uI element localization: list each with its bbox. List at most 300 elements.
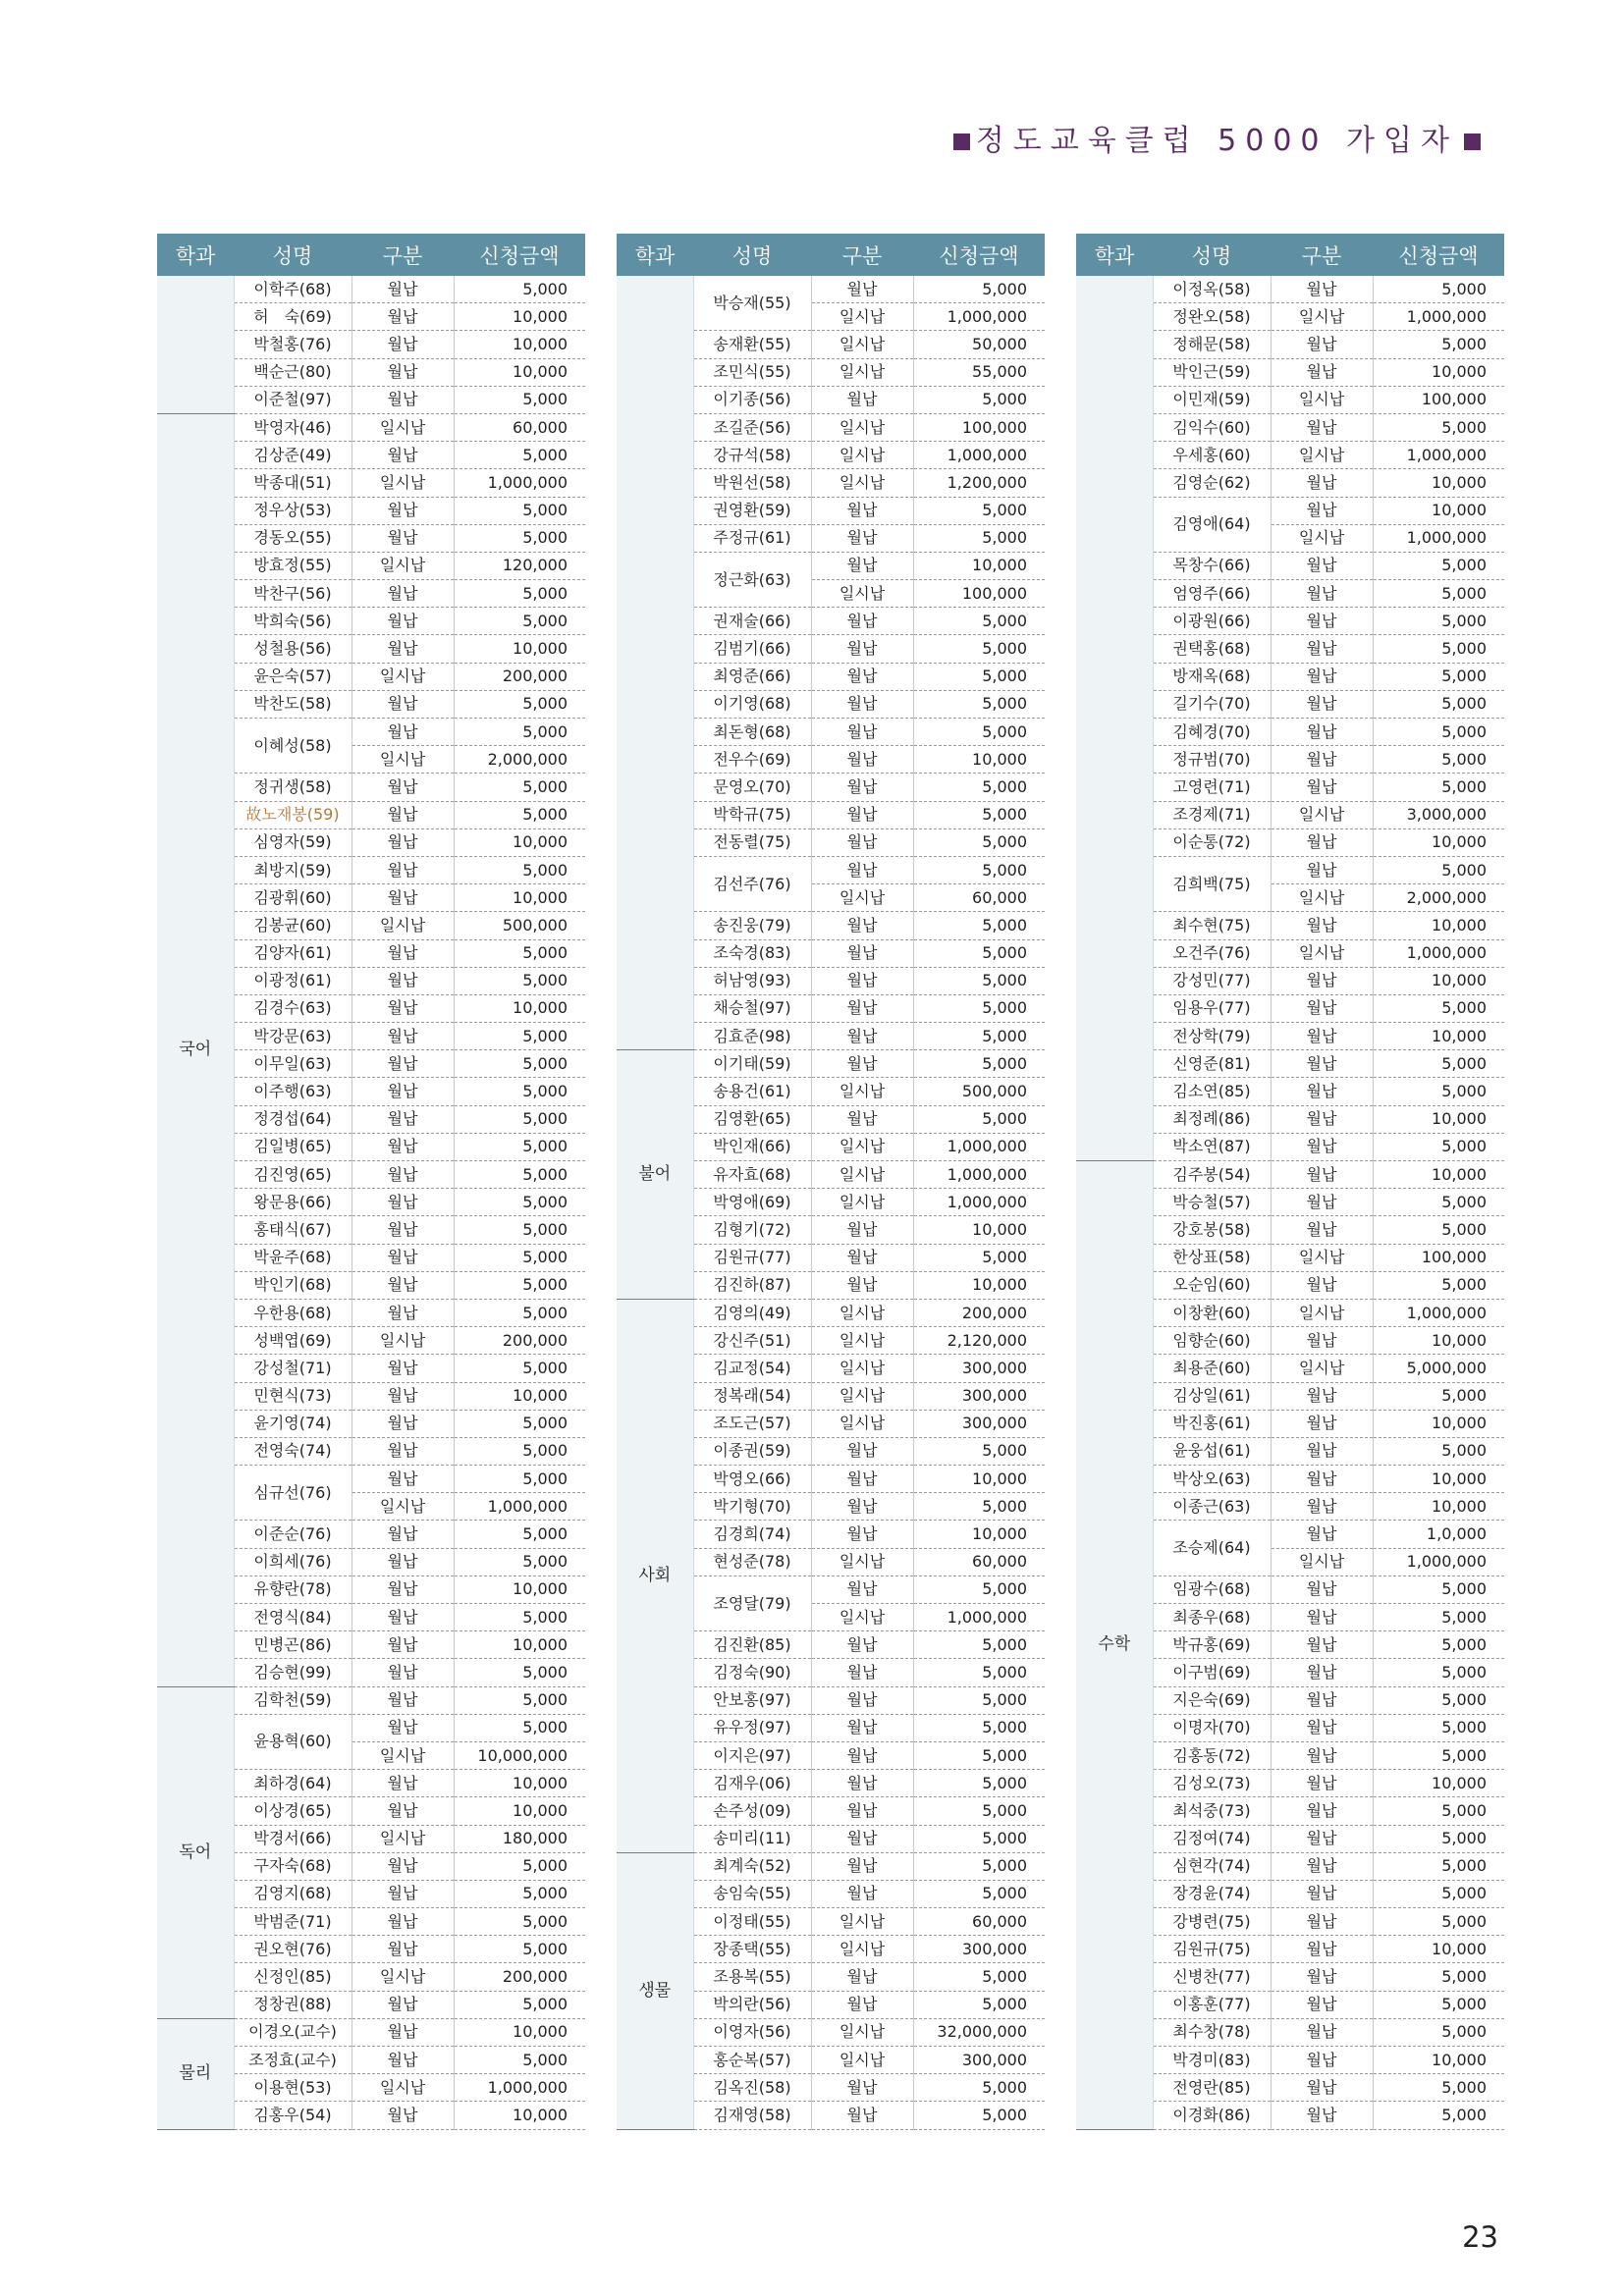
dept-cell: 불어 [617,1050,693,1300]
amount-cell: 5,000 [913,1714,1045,1741]
amount-cell: 5,000 [1373,1382,1504,1410]
type-cell: 월납 [811,1437,913,1465]
type-cell: 월납 [811,497,913,524]
amount-cell: 5,000 [454,1714,585,1741]
amount-cell: 5,000 [1373,1880,1504,1907]
amount-cell: 5,000 [454,719,585,746]
name-cell: 조영달(79) [693,1575,811,1630]
name-cell: 박종대(51) [234,469,352,497]
amount-cell: 10,000 [454,994,585,1022]
type-cell: 월납 [811,939,913,967]
name-cell: 이희세(76) [234,1548,352,1575]
name-cell: 박규홍(69) [1153,1631,1271,1659]
type-cell: 일시납 [352,663,454,690]
amount-cell: 5,000 [454,1216,585,1244]
name-cell: 이순통(72) [1153,828,1271,856]
name-cell: 안보홍(97) [693,1686,811,1714]
name-cell: 강신주(51) [693,1327,811,1355]
type-cell: 월납 [811,1963,913,1991]
amount-cell: 1,000,000 [913,1161,1045,1189]
amount-cell: 300,000 [913,1936,1045,1963]
name-cell: 송임숙(55) [693,1880,811,1907]
type-cell: 월납 [1271,1493,1373,1521]
name-cell: 박경미(83) [1153,2047,1271,2074]
type-cell: 월납 [352,828,454,856]
type-cell: 월납 [1271,912,1373,939]
header-type: 구분 [811,234,913,276]
name-cell: 방효정(55) [234,552,352,579]
type-cell: 월납 [1271,1216,1373,1244]
amount-cell: 2,120,000 [913,1327,1045,1355]
amount-cell: 10,000 [454,1575,585,1603]
type-cell: 월납 [352,719,454,746]
amount-cell: 5,000 [1373,2018,1504,2046]
amount-cell: 60,000 [913,1548,1045,1575]
type-cell: 월납 [1271,331,1373,358]
amount-cell: 5,000 [1373,663,1504,690]
dept-cell: 사회 [617,1299,693,1852]
name-cell: 박상오(63) [1153,1466,1271,1493]
amount-cell: 10,000 [1373,1410,1504,1437]
dept-cell [1076,276,1153,1161]
type-cell: 월납 [811,608,913,635]
name-cell: 전우수(69) [693,746,811,774]
amount-cell: 5,000 [913,967,1045,994]
type-cell: 월납 [811,1880,913,1907]
name-cell: 최방지(59) [234,856,352,883]
table-row [617,1050,1045,1078]
type-cell: 월납 [1271,276,1373,303]
type-cell: 월납 [1271,828,1373,856]
type-cell: 일시납 [1271,1244,1373,1271]
amount-cell: 1,000,000 [1373,442,1504,469]
type-cell: 월납 [811,1493,913,1521]
type-cell: 일시납 [811,1908,913,1936]
amount-cell: 180,000 [454,1825,585,1852]
name-cell: 이용현(53) [234,2074,352,2102]
type-cell: 월납 [352,2102,454,2129]
dept-cell: 물리 [157,2018,234,2129]
header-name: 성명 [693,234,811,276]
amount-cell: 1,000,000 [1373,1299,1504,1326]
type-cell: 월납 [352,1078,454,1105]
amount-cell: 5,000 [913,497,1045,524]
amount-cell: 50,000 [913,331,1045,358]
name-cell: 장종택(55) [693,1936,811,1963]
type-cell: 월납 [352,1382,454,1410]
type-cell: 월납 [1271,2102,1373,2129]
type-cell: 월납 [352,442,454,469]
amount-cell: 5,000 [913,608,1045,635]
type-cell: 일시납 [811,1161,913,1189]
name-cell: 최하경(64) [234,1770,352,1797]
name-cell: 박희숙(56) [234,608,352,635]
type-cell: 월납 [1271,1936,1373,1963]
amount-cell: 10,000 [1373,2047,1504,2074]
table-row [617,276,1045,303]
amount-cell: 5,000 [913,524,1045,552]
header-name: 성명 [234,234,352,276]
type-cell: 월납 [811,828,913,856]
type-cell: 월납 [811,1050,913,1078]
type-cell: 월납 [352,635,454,663]
name-cell: 김영의(49) [693,1299,811,1326]
name-cell: 이구범(69) [1153,1659,1271,1686]
amount-cell: 5,000 [913,1741,1045,1769]
name-cell: 박윤주(68) [234,1244,352,1271]
name-cell: 유자효(68) [693,1161,811,1189]
type-cell: 월납 [811,635,913,663]
amount-cell: 500,000 [454,912,585,939]
amount-cell: 5,000 [913,1770,1045,1797]
type-cell: 월납 [1271,580,1373,608]
name-cell: 김주봉(54) [1153,1161,1271,1189]
amount-cell: 1,000,000 [913,1604,1045,1631]
amount-cell: 5,000 [1373,746,1504,774]
amount-cell: 5,000 [454,1908,585,1936]
dept-cell: 생물 [617,1852,693,2129]
name-cell: 송미리(11) [693,1825,811,1852]
table-header-row [617,234,1045,276]
type-cell: 월납 [352,1437,454,1465]
type-cell: 월납 [811,1271,913,1299]
name-cell: 김일병(65) [234,1133,352,1160]
amount-cell: 5,000 [913,1852,1045,1880]
type-cell: 월납 [1271,1852,1373,1880]
amount-cell: 5,000 [1373,1575,1504,1603]
name-cell: 이주행(63) [234,1078,352,1105]
type-cell: 월납 [352,1189,454,1216]
name-cell: 최종우(68) [1153,1604,1271,1631]
type-cell: 월납 [352,1852,454,1880]
type-cell: 월납 [352,303,454,331]
name-cell: 이정옥(58) [1153,276,1271,303]
name-cell: 박인근(59) [1153,358,1271,386]
amount-cell: 5,000 [913,635,1045,663]
type-cell: 월납 [1271,1714,1373,1741]
amount-cell: 5,000 [1373,1991,1504,2018]
type-cell: 월납 [352,1050,454,1078]
amount-cell: 5,000 [1373,413,1504,441]
amount-cell: 5,000 [913,1575,1045,1603]
type-cell: 월납 [811,690,913,718]
amount-cell: 5,000 [454,1271,585,1299]
type-cell: 월납 [811,1991,913,2018]
type-cell: 일시납 [811,413,913,441]
amount-cell: 5,000 [454,1161,585,1189]
name-cell: 김희백(75) [1153,856,1271,911]
amount-cell: 1,000,000 [454,2074,585,2102]
type-cell: 일시납 [1271,939,1373,967]
name-cell: 김혜경(70) [1153,719,1271,746]
type-cell: 월납 [1271,774,1373,801]
type-cell: 일시납 [1271,801,1373,828]
name-cell: 윤기영(74) [234,1410,352,1437]
amount-cell: 5,000 [913,1963,1045,1991]
amount-cell: 5,000 [913,2102,1045,2129]
type-cell: 일시납 [811,358,913,386]
name-cell: 이준철(97) [234,386,352,413]
type-cell: 월납 [1271,1631,1373,1659]
amount-cell: 100,000 [913,413,1045,441]
name-cell: 왕문용(66) [234,1189,352,1216]
amount-cell: 1,000,000 [913,1189,1045,1216]
name-cell: 김영지(68) [234,1880,352,1907]
amount-cell: 5,000 [913,1493,1045,1521]
type-cell: 일시납 [811,1936,913,1963]
name-cell: 박인기(68) [234,1271,352,1299]
amount-cell: 5,000 [454,1936,585,1963]
type-cell: 일시납 [811,1189,913,1216]
name-cell: 김경수(63) [234,994,352,1022]
name-cell: 고영련(71) [1153,774,1271,801]
amount-cell: 5,000 [1373,690,1504,718]
type-cell: 월납 [811,552,913,579]
amount-cell: 5,000 [454,2047,585,2074]
amount-cell: 200,000 [454,663,585,690]
amount-cell: 5,000 [1373,2102,1504,2129]
type-cell: 월납 [1271,1686,1373,1714]
header-amount: 신청금액 [454,234,585,276]
name-cell: 이경화(86) [1153,2102,1271,2129]
name-cell: 박찬구(56) [234,580,352,608]
amount-cell: 5,000 [1373,1604,1504,1631]
name-cell: 민현식(73) [234,1382,352,1410]
name-cell: 조길준(56) [693,413,811,441]
type-cell: 월납 [1271,1825,1373,1852]
type-cell: 월납 [352,580,454,608]
amount-cell: 10,000 [454,303,585,331]
type-cell: 월납 [811,2102,913,2129]
name-cell: 전동렬(75) [693,828,811,856]
name-cell: 경동오(55) [234,524,352,552]
type-cell: 월납 [811,994,913,1022]
name-cell: 박승철(57) [1153,1189,1271,1216]
amount-cell: 5,000 [1373,994,1504,1022]
name-cell: 김진영(65) [234,1161,352,1189]
type-cell: 월납 [811,1714,913,1741]
name-cell: 신영준(81) [1153,1050,1271,1078]
header-dept: 학과 [1076,234,1153,276]
type-cell: 월납 [352,1521,454,1548]
type-cell: 일시납 [811,2047,913,2074]
amount-cell: 10,000,000 [454,1741,585,1769]
name-cell: 손주성(09) [693,1797,811,1825]
name-cell: 김성오(73) [1153,1770,1271,1797]
amount-cell: 5,000 [454,1189,585,1216]
name-cell: 목창수(66) [1153,552,1271,579]
type-cell: 일시납 [1271,524,1373,552]
amount-cell: 60,000 [454,413,585,441]
type-cell: 월납 [1271,719,1373,746]
amount-cell: 500,000 [913,1078,1045,1105]
amount-cell: 5,000 [454,1133,585,1160]
type-cell: 일시납 [811,442,913,469]
amount-cell: 5,000 [1373,1714,1504,1741]
type-cell: 일시납 [811,1133,913,1160]
name-cell: 이광원(66) [1153,608,1271,635]
name-cell: 이정태(55) [693,1908,811,1936]
name-cell: 김재영(58) [693,2102,811,2129]
type-cell: 월납 [811,1852,913,1880]
amount-cell: 1,0,000 [1373,1521,1504,1548]
amount-cell: 5,000 [1373,1908,1504,1936]
name-cell: 김승현(99) [234,1659,352,1686]
type-cell: 월납 [1271,2018,1373,2046]
type-cell: 일시납 [1271,442,1373,469]
amount-cell: 5,000 [913,1023,1045,1050]
amount-cell: 5,000 [913,1437,1045,1465]
name-cell: 김효준(98) [693,1023,811,1050]
name-cell: 김선주(76) [693,856,811,911]
name-cell: 신정인(85) [234,1963,352,1991]
name-cell: 주정규(61) [693,524,811,552]
amount-cell: 5,000 [913,1686,1045,1714]
amount-cell: 1,000,000 [454,469,585,497]
type-cell: 월납 [352,524,454,552]
name-cell: 백순근(80) [234,358,352,386]
amount-cell: 10,000 [1373,1105,1504,1133]
amount-cell: 5,000 [1373,1963,1504,1991]
name-cell: 박강문(63) [234,1023,352,1050]
table-row [157,413,585,441]
amount-cell: 5,000 [1373,856,1504,883]
amount-cell: 200,000 [454,1963,585,1991]
type-cell: 월납 [352,967,454,994]
amount-cell: 5,000 [454,580,585,608]
name-cell: 구자숙(68) [234,1852,352,1880]
name-cell: 조승제(64) [1153,1521,1271,1575]
amount-cell: 5,000 [913,828,1045,856]
type-cell: 월납 [1271,1991,1373,2018]
amount-cell: 5,000 [913,1797,1045,1825]
amount-cell: 5,000 [913,774,1045,801]
name-cell: 김정여(74) [1153,1825,1271,1852]
amount-cell: 5,000 [454,967,585,994]
type-cell: 월납 [811,1244,913,1271]
square-bullet-icon [953,133,970,150]
name-cell: 우세홍(60) [1153,442,1271,469]
name-cell: 김소연(85) [1153,1078,1271,1105]
type-cell: 월납 [1271,1466,1373,1493]
amount-cell: 1,000,000 [1373,939,1504,967]
name-cell: 이학주(68) [234,276,352,303]
page-number: 23 [1462,2220,1498,2254]
name-cell: 심규선(76) [234,1466,352,1521]
header-dept: 학과 [617,234,693,276]
type-cell: 월납 [352,1466,454,1493]
type-cell: 월납 [352,2018,454,2046]
name-cell: 김영환(65) [693,1105,811,1133]
type-cell: 월납 [352,1880,454,1907]
name-cell: 문영오(70) [693,774,811,801]
name-cell: 강성민(77) [1153,967,1271,994]
type-cell: 일시납 [811,469,913,497]
amount-cell: 5,000 [1373,276,1504,303]
type-cell: 일시납 [1271,1299,1373,1326]
header-amount: 신청금액 [1373,234,1504,276]
type-cell: 월납 [1271,608,1373,635]
type-cell: 월납 [352,1631,454,1659]
name-cell: 길기수(70) [1153,690,1271,718]
amount-cell: 100,000 [1373,386,1504,413]
type-cell: 월납 [1271,1382,1373,1410]
amount-cell: 5,000 [913,1880,1045,1907]
name-cell: 김광휘(60) [234,884,352,912]
type-cell: 월납 [352,1686,454,1714]
amount-cell: 5,000 [1373,331,1504,358]
name-cell: 이혜성(58) [234,719,352,774]
name-cell: 박진홍(61) [1153,1410,1271,1437]
amount-cell: 5,000 [1373,1216,1504,1244]
header-name: 성명 [1153,234,1271,276]
amount-cell: 1,200,000 [913,469,1045,497]
name-cell: 김원규(75) [1153,1936,1271,1963]
type-cell: 월납 [1271,994,1373,1022]
amount-cell: 10,000 [1373,912,1504,939]
type-cell: 월납 [352,1770,454,1797]
amount-cell: 5,000 [454,1991,585,2018]
type-cell: 월납 [811,1105,913,1133]
type-cell: 월납 [352,1604,454,1631]
name-cell: 김익수(60) [1153,413,1271,441]
type-cell: 월납 [352,1244,454,1271]
amount-cell: 5,000 [1373,1437,1504,1465]
name-cell: 최수현(75) [1153,912,1271,939]
type-cell: 월납 [811,524,913,552]
name-cell: 이민재(59) [1153,386,1271,413]
type-cell: 월납 [811,1659,913,1686]
name-cell: 이영자(56) [693,2018,811,2046]
amount-cell: 1,000,000 [913,1133,1045,1160]
amount-cell: 10,000 [454,358,585,386]
name-cell: 강병련(75) [1153,1908,1271,1936]
name-cell: 김진환(85) [693,1631,811,1659]
type-cell: 일시납 [352,746,454,774]
type-cell: 월납 [1271,635,1373,663]
type-cell: 월납 [352,331,454,358]
amount-cell: 60,000 [913,1908,1045,1936]
type-cell: 월납 [1271,1521,1373,1548]
type-cell: 월납 [811,1216,913,1244]
type-cell: 월납 [352,2047,454,2074]
amount-cell: 1,000,000 [1373,524,1504,552]
type-cell: 월납 [1271,1161,1373,1189]
type-cell: 월납 [1271,413,1373,441]
name-cell: 김봉균(60) [234,912,352,939]
name-cell: 전영란(85) [1153,2074,1271,2102]
name-cell: 한상표(58) [1153,1244,1271,1271]
type-cell: 월납 [1271,1575,1373,1603]
table-row [1076,276,1504,303]
amount-cell: 5,000 [454,1023,585,1050]
type-cell: 일시납 [1271,884,1373,912]
name-cell: 박승재(55) [693,276,811,331]
amount-cell: 5,000 [913,1631,1045,1659]
amount-cell: 5,000 [913,690,1045,718]
type-cell: 월납 [1271,1604,1373,1631]
amount-cell: 10,000 [913,746,1045,774]
type-cell: 일시납 [352,1825,454,1852]
header-type: 구분 [352,234,454,276]
amount-cell: 5,000 [913,386,1045,413]
type-cell: 월납 [352,1991,454,2018]
amount-cell: 1,000,000 [913,442,1045,469]
amount-cell: 100,000 [1373,1244,1504,1271]
type-cell: 일시납 [352,2074,454,2102]
type-cell: 월납 [352,1659,454,1686]
amount-cell: 5,000 [1373,1797,1504,1825]
